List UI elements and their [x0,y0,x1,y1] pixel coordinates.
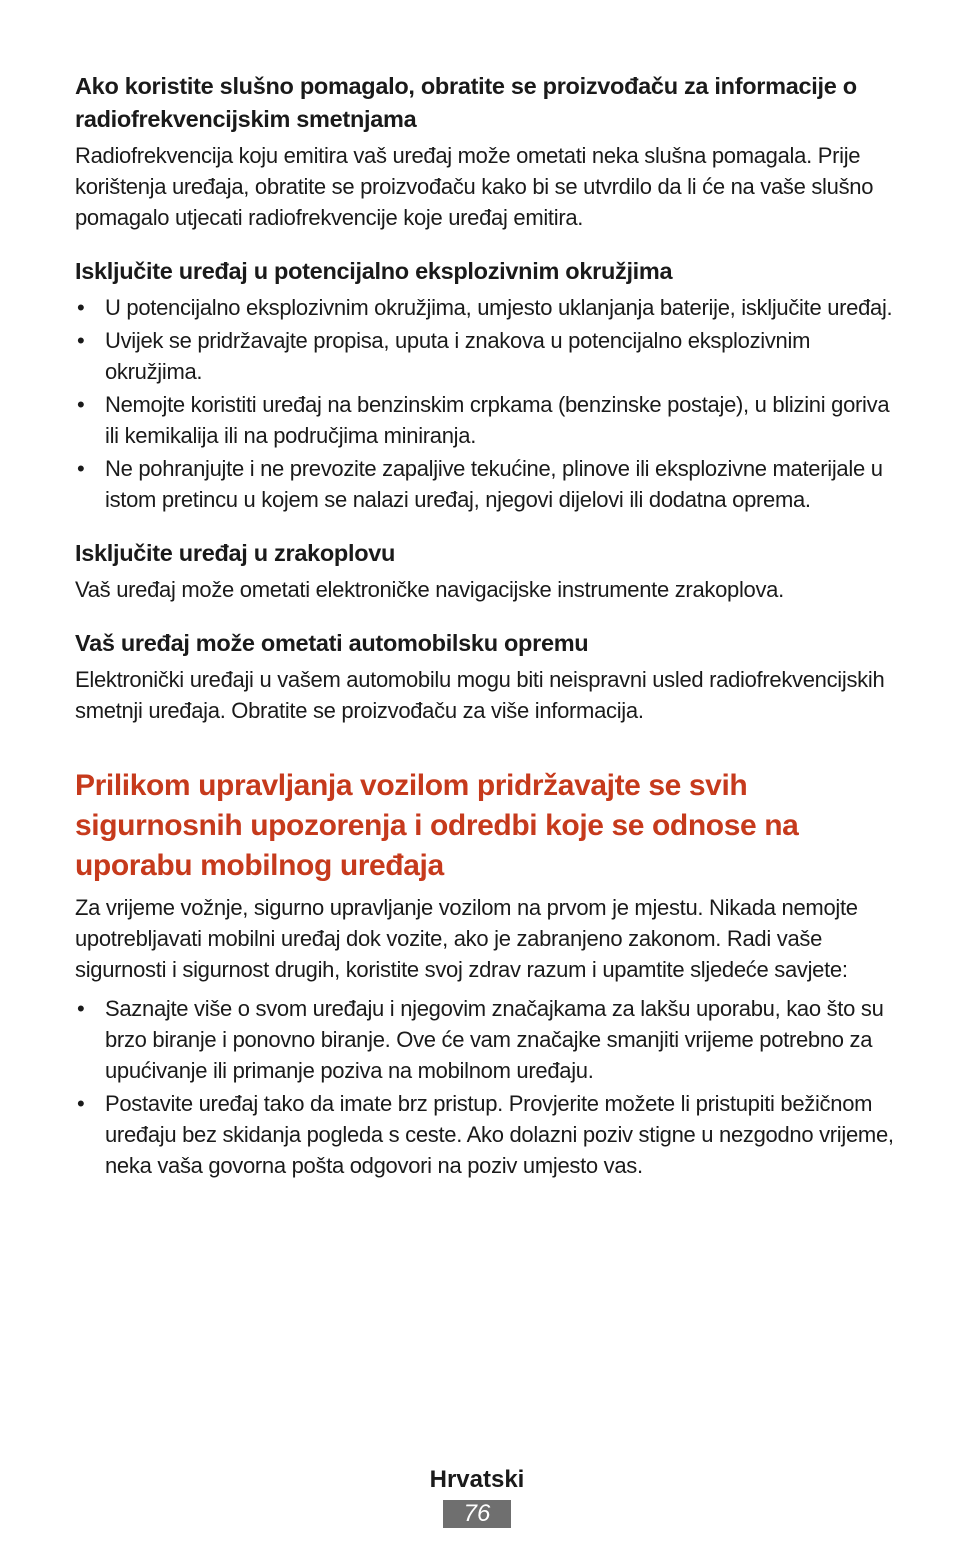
section-body: Elektronički uređaji u vašem automobilu mogu biti neispravni usled radiofrekvencijskih smetnji uređaja. Obratite se proizvođaču za više informacija. [75,667,885,723]
list-item: • Nemojte koristiti uređaj na benzinskim crpkama (benzinske postaje), u blizini goriva ili kemikalija ili na područjima miniranja. [75,389,895,451]
list-item: • Postavite uređaj tako da imate brz pristup. Provjerite možete li pristupiti bežičnom uređaju bez skidanja pogleda s ceste. Ako dolazni poziv stigne u nezgodno vrijeme, neka vaša govorna pošta odgovori na poziv umjesto vas. [75,1088,895,1181]
bullet-list [75,292,895,515]
footer-language: Hrvatski [429,1466,525,1493]
page-footer [0,1462,954,1528]
page-content [75,70,895,1203]
section-explosive-environments [75,255,895,515]
section-body: Radiofrekvencija koju emitira vaš uređaj može ometati neka slušna pomagala. Prije korištenja uređaja, obratite se proizvođaču kako bi se utvrdilo da li će na vaše slušno pomagalo utjecati radiofrekvencije koje uređaj emitira. [75,143,874,230]
page-number-badge: 76 [443,1500,511,1528]
list-item: • Saznajte više o svom uređaju i njegovim značajkama za lakšu uporabu, kao što su brzo biranje i ponovno biranje. Ove će vam značajke smanjiti vrijeme potrebno za upućivanje ili primanje poziva na mobilnom uređaju. [75,993,895,1086]
list-item: • Ne pohranjujte i ne prevozite zapaljive tekućine, plinove ili eksplozivne materijale u istom pretincu u kojem se nalazi uređaj, njegovi dijelovi ili dodatna oprema. [75,453,895,515]
main-heading: Prilikom upravljanja vozilom pridržavajte se svih sigurnosnih upozorenja i odredbi koje se odnose na uporabu mobilnog uređaja [75,769,799,882]
section-heading: Vaš uređaj može ometati automobilsku opremu [75,630,589,656]
bullet-list [75,993,895,1181]
section-hearing-aid [75,70,895,233]
section-body: Vaš uređaj može ometati elektroničke navigacijske instrumente zrakoplova. [75,577,784,602]
list-item: • Uvijek se pridržavajte propisa, uputa i znakova u potencijalno eksplozivnim okružjima. [75,325,895,387]
section-aircraft [75,537,895,605]
section-heading: Isključite uređaj u potencijalno eksplozivnim okružjima [75,258,673,284]
section-body: Za vrijeme vožnje, sigurno upravljanje vozilom na prvom je mjestu. Nikada nemojte upotrebljavati mobilni uređaj dok vozite, ako je zabranjeno zakonom. Radi vaše sigurnosti i sigurnost drugih, koristite svoj zdrav razum i upamtite sljedeće savjete: [75,895,858,982]
section-automobile [75,627,895,726]
list-item: • U potencijalno eksplozivnim okružjima, umjesto uklanjanja baterije, isključite uređaj. [75,292,895,323]
section-heading: Ako koristite slušno pomagalo, obratite se proizvođaču za informacije o radiofrekvencijskim smetnjama [75,73,857,132]
section-heading: Isključite uređaj u zrakoplovu [75,540,396,566]
section-driving-safety [75,766,895,1181]
